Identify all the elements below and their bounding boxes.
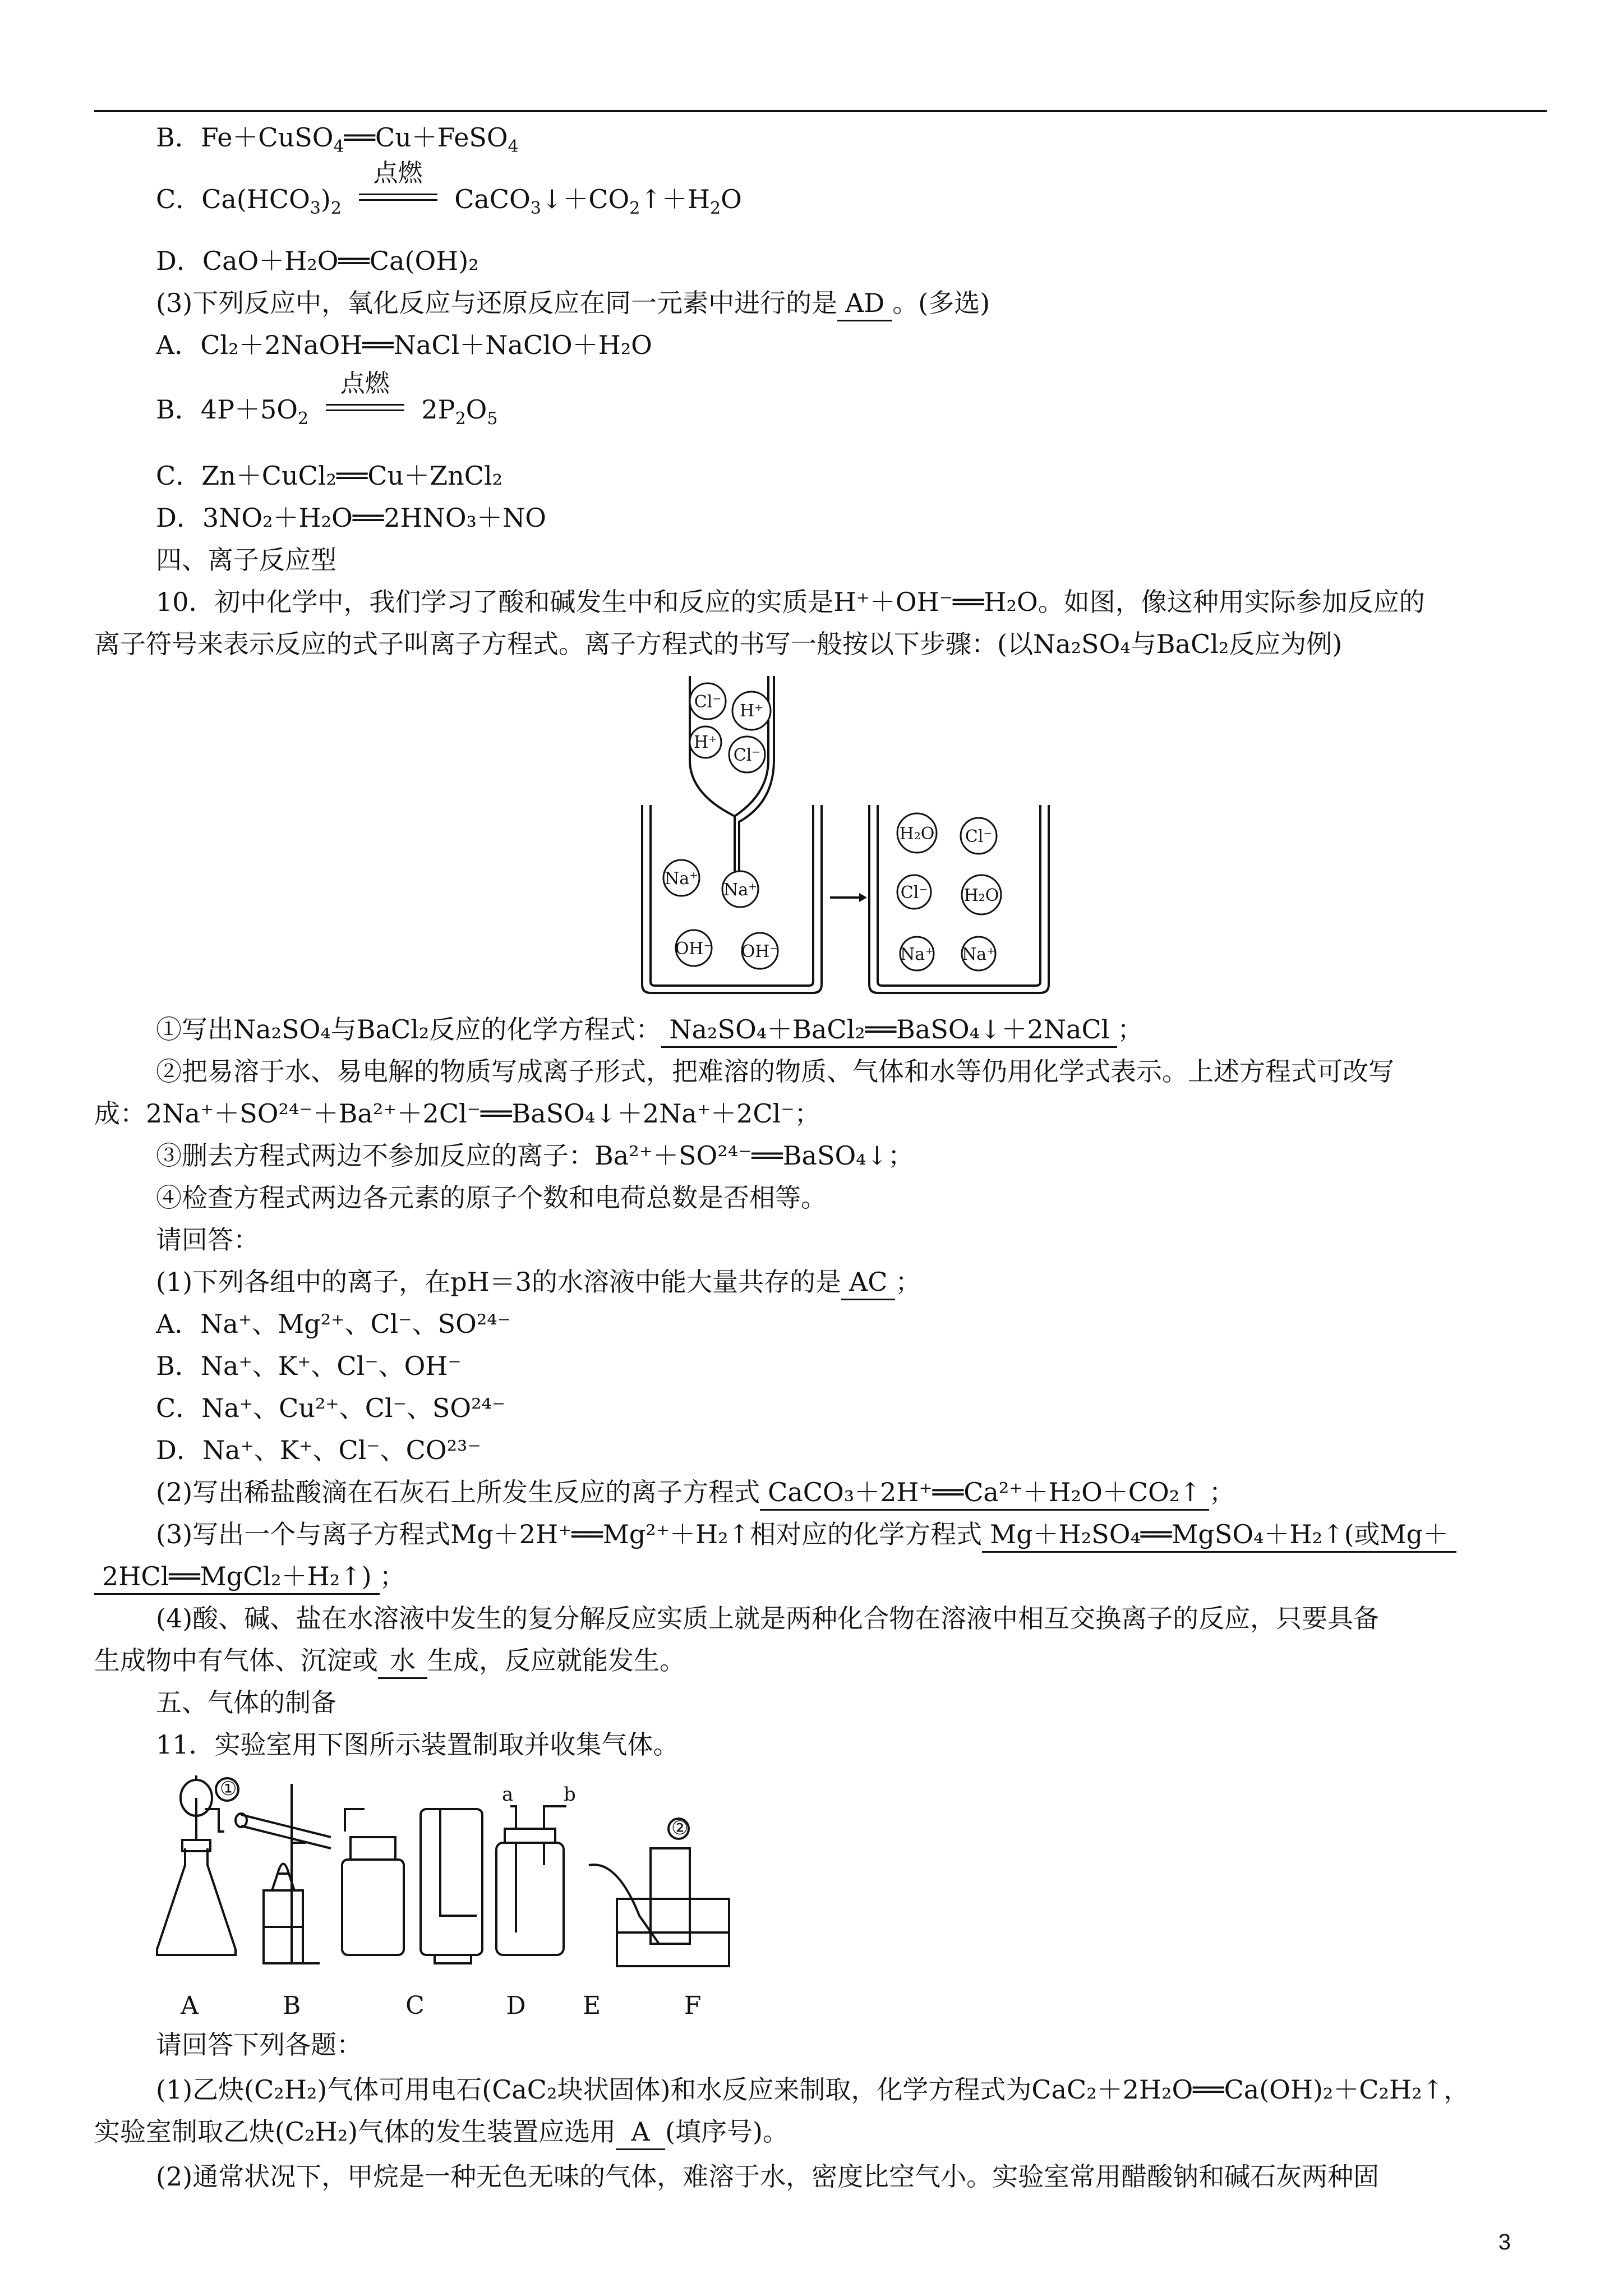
ion-label: H⁺ (740, 701, 763, 721)
apparatus-label: C (405, 1991, 425, 2017)
question-11: 11．实验室用下图所示装置制取并收集气体。 (156, 1729, 679, 1760)
sub-question-11-1: (1)乙炔(C₂H₂)气体可用电石(CaC₂块状固体)和水反应来制取，化学方程式为CaC₂＋2H₂O══Ca(OH)₂＋C₂H₂↑， (156, 2074, 1470, 2105)
sub-question-2: (2)写出稀盐酸滴在石灰石上所发生反应的离子方程式 CaCO₃＋2H⁺══Ca²⁺＋H₂O＋CO₂↑ ； (156, 1475, 1235, 1511)
ion-label: Cl⁻ (733, 746, 761, 765)
answer-blank: Na₂SO₄＋BaCl₂══BaSO₄↓＋2NaCl (661, 1013, 1117, 1048)
option-d-line-2: D．3NO₂＋H₂O══2HNO₃＋NO (156, 503, 546, 533)
option-b-line-2: B．$4P+5O_2$ 点燃 $2P_2O_5$ (156, 369, 498, 429)
option-d-line: D．CaO＋H₂O══Ca(OH)₂ (156, 246, 479, 276)
please-answer-2: 请回答下列各题： (156, 2030, 362, 2060)
answer-blank: 2HCl══MgCl₂＋H₂↑) (94, 1559, 380, 1595)
option-c-line: C．$Ca(HCO_3)_2$ 点燃 $CaCO_3↓+CO_2↑+H_2O$ (156, 159, 742, 219)
step-3: ③删去方程式两边不参加反应的离子：Ba²⁺＋SO²⁴⁻══BaSO₄↓； (156, 1140, 914, 1171)
ion-label: H₂O (963, 886, 999, 905)
question-10-line1: 10．初中化学中，我们学习了酸和碱发生中和反应的实质是H⁺＋OH⁻══H₂O。如图，像这种用实际参加反应的 (156, 587, 1425, 617)
section-heading-5: 五、气体的制备 (156, 1687, 336, 1718)
step-1: ①写出Na₂SO₄与BaCl₂反应的化学方程式： Na₂SO₄＋BaCl₂══BaSO₄↓＋2NaCl ； (156, 1013, 1143, 1048)
answer-blank: CaCO₃＋2H⁺══Ca²⁺＋H₂O＋CO₂↑ (760, 1475, 1209, 1511)
answer-blank: A (616, 2115, 665, 2150)
mark-label: ① (220, 1778, 237, 1800)
answer-blank: 水 (378, 1644, 427, 1679)
mark-label: b (564, 1783, 576, 1806)
choice-a: A．Na⁺、Mg²⁺、Cl⁻、SO²⁴⁻ (156, 1309, 511, 1339)
ion-label: Cl⁻ (694, 692, 722, 712)
sub-question-3-cont: 2HCl══MgCl₂＋H₂↑) ； (94, 1559, 405, 1595)
ion-label: Cl⁻ (900, 883, 928, 903)
ion-label: Na⁺ (665, 869, 698, 889)
sub-question-4: (4)酸、碱、盐在水溶液中发生的复分解反应实质上就是两种化合物在溶液中相互交换离子的反应，只要具备 (156, 1603, 1380, 1634)
step-4: ④检查方程式两边各元素的原子个数和电荷总数是否相等。 (156, 1182, 827, 1213)
question-3: (3)下列反应中，氧化反应与还原反应在同一元素中进行的是 AD 。(多选) (156, 286, 990, 321)
apparatus-label: B (282, 1991, 301, 2017)
choice-b: B．Na⁺、K⁺、Cl⁻、OH⁻ (156, 1351, 462, 1381)
ion-label: H₂O (899, 824, 935, 844)
option-c-line-2: C．Zn＋CuCl₂══Cu＋ZnCl₂ (156, 461, 503, 491)
header-rule (94, 110, 1547, 112)
lab-apparatus-diagram (151, 1775, 836, 2017)
ion-label: Cl⁻ (965, 827, 993, 846)
ion-label: OH⁻ (675, 939, 713, 959)
option-b-line: B．Fe＋CuSO$_4$══Cu＋FeSO$_4$ (156, 122, 519, 157)
ion-label: Na⁺ (962, 945, 995, 964)
please-answer: 请回答： (156, 1225, 259, 1255)
ion-label: Na⁺ (723, 880, 757, 900)
mark-label: a (502, 1783, 514, 1806)
mark-label: ② (671, 1817, 689, 1839)
reaction-condition: 点燃 (359, 185, 437, 218)
choice-c: C．Na⁺、Cu²⁺、Cl⁻、SO²⁴⁻ (156, 1393, 506, 1423)
sub-question-11-2: (2)通常状况下，甲烷是一种无色无味的气体，难溶于水，密度比空气小。实验室常用醋酸钠和碱石灰两种固 (156, 2161, 1380, 2192)
choice-d: D．Na⁺、K⁺、Cl⁻、CO²³⁻ (156, 1435, 481, 1465)
page-number: 3 (1498, 2230, 1511, 2254)
sub-question-4-cont: 生成物中有气体、沉淀或 水 生成，反应就能发生。 (94, 1644, 685, 1679)
apparatus-label: F (684, 1991, 702, 2017)
step-2-cont: 成：2Na⁺＋SO²⁴⁻＋Ba²⁺＋2Cl⁻══BaSO₄↓＋2Na⁺＋2Cl⁻； (94, 1098, 820, 1129)
reaction-condition: 点燃 (326, 395, 404, 429)
apparatus-label: D (506, 1991, 526, 2017)
answer-blank: AC (841, 1265, 895, 1300)
answer-blank: Mg＋H₂SO₄══MgSO₄＋H₂↑(或Mg＋ (982, 1517, 1456, 1553)
ion-label: Na⁺ (900, 945, 934, 964)
sub-question-3: (3)写出一个与离子方程式Mg＋2H⁺══Mg²⁺＋H₂↑相对应的化学方程式 Mg＋H₂SO₄══MgSO₄＋H₂↑(或Mg＋ (156, 1517, 1456, 1553)
option-a-line: A．Cl₂＋2NaOH══NaCl＋NaClO＋H₂O (156, 330, 652, 360)
apparatus-label: A (181, 1991, 199, 2017)
apparatus-label: E (582, 1991, 601, 2017)
sub-question-11-1-cont: 实验室制取乙炔(C₂H₂)气体的发生装置应选用 A (填序号)。 (94, 2115, 789, 2150)
step-2: ②把易溶于水、易电解的物质写成离子形式，把难溶的物质、气体和水等仍用化学式表示。上述方程式可改写 (156, 1056, 1394, 1087)
answer-blank: AD (837, 286, 892, 321)
section-heading: 四、离子反应型 (156, 545, 336, 575)
ion-label: H⁺ (694, 733, 717, 752)
question-10-line2: 离子符号来表示反应的式子叫离子方程式。离子方程式的书写一般按以下步骤：(以Na₂SO₄与BaCl₂反应为例) (94, 629, 1343, 659)
ion-label: OH⁻ (741, 942, 779, 961)
sub-question-1: (1)下列各组中的离子，在pH＝3的水溶液中能大量共存的是 AC ； (156, 1265, 921, 1300)
neutralization-diagram (639, 670, 1066, 996)
